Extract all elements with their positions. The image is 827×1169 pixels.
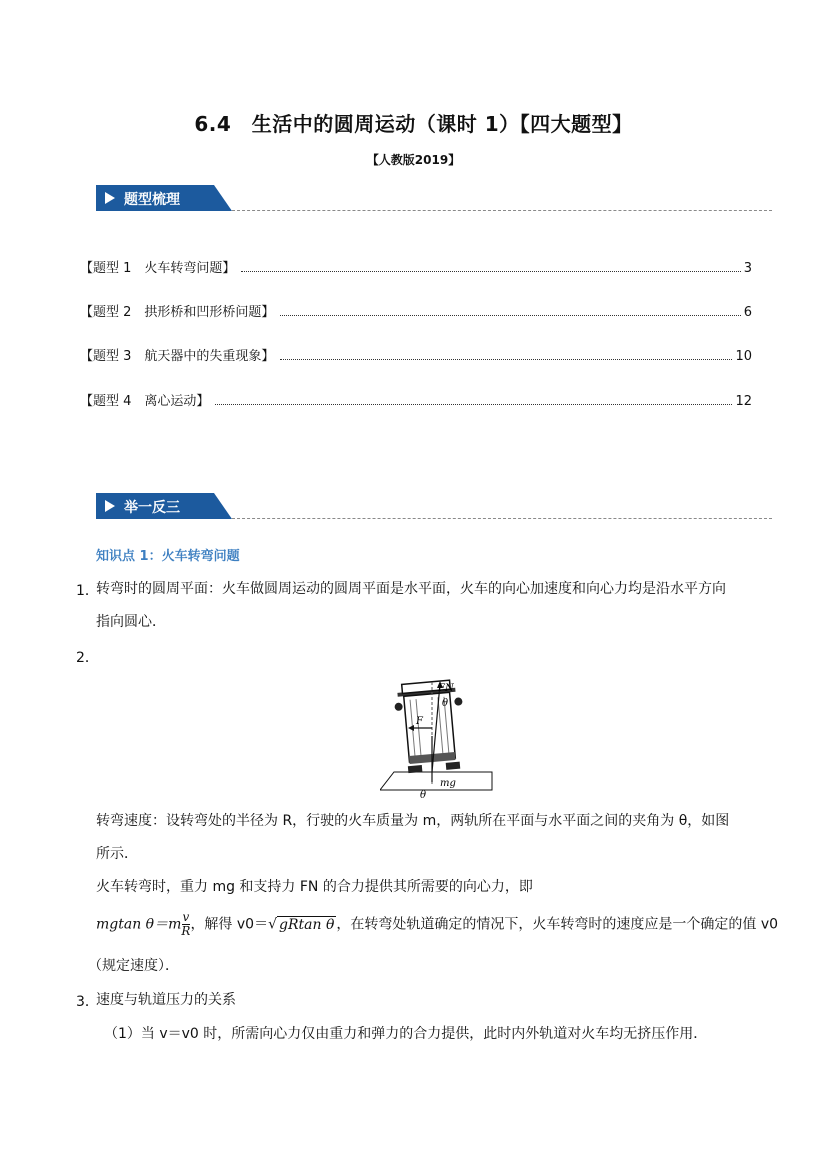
item-number: 2．: [76, 650, 99, 666]
section-title: 题型梳理: [124, 192, 180, 208]
item-number: 3．: [76, 994, 99, 1010]
section-title: 举一反三: [124, 500, 180, 516]
play-icon: [105, 192, 115, 204]
item-2-line: 火车转弯时，重力 mg 和支持力 FN 的合力提供其所需要的向心力，即: [96, 879, 533, 895]
section-banner-overview: [96, 185, 232, 211]
toc-page: 10: [735, 349, 752, 364]
force-label-mg: mg: [440, 778, 456, 789]
toc-page: 12: [735, 394, 752, 409]
formula-lhs: mgtan θ＝m: [96, 916, 182, 933]
train-diagram: [380, 676, 496, 804]
sqrt-sign: √: [268, 916, 278, 933]
angle-label-top: θ: [442, 698, 449, 709]
toc-entry[interactable]: [80, 301, 752, 320]
item-2-line: 转弯速度：设转弯处的半径为 R，行驶的火车质量为 m，两轨所在平面与水平面之间的夹角为 θ，如图: [96, 813, 730, 829]
formula-mid: ，解得 v0＝: [190, 916, 269, 933]
formula-rest: ，在转弯处轨道确定的情况下，火车转弯时的速度应是一个确定的值 v0: [336, 916, 779, 933]
section-divider: [232, 518, 772, 519]
toc-label: 【题型 2 拱形桥和凹形桥问题】: [80, 305, 275, 320]
item-1-line: 指向圆心．: [96, 614, 166, 630]
toc-leader: [280, 358, 732, 360]
item-1-line: 转弯时的圆周平面：火车做圆周运动的圆周平面是水平面，火车的向心加速度和向心力均是沿水平方向: [96, 581, 726, 597]
angle-label-bottom: θ: [420, 790, 427, 801]
force-label-fn: FN: [438, 683, 454, 694]
edition-label: 【人教版2019】: [366, 153, 461, 167]
item-2-line: （规定速度）．: [88, 958, 179, 974]
toc-page: 3: [743, 261, 752, 276]
toc-page: 6: [743, 305, 752, 320]
item-2-line: 所示．: [96, 846, 138, 862]
force-label-f: F: [416, 716, 423, 727]
toc-label: 【题型 3 航天器中的失重现象】: [80, 349, 275, 364]
toc-label: 【题型 1 火车转弯问题】: [80, 261, 236, 276]
fraction-numerator: v: [182, 910, 190, 924]
item-3-title: 速度与轨道压力的关系: [96, 992, 236, 1008]
formula-line: [96, 911, 778, 938]
knowledge-point-heading: 知识点 1：火车转弯问题: [96, 549, 240, 564]
toc-entry[interactable]: [80, 257, 752, 276]
section-divider: [232, 210, 772, 211]
toc-entry[interactable]: [80, 345, 752, 364]
page-title: 6.4 生活中的圆周运动（课时 1）【四大题型】: [194, 112, 633, 136]
item-number: 1．: [76, 583, 99, 599]
fraction-denominator: R: [181, 924, 191, 938]
toc-leader: [280, 314, 740, 316]
toc-label: 【题型 4 离心运动】: [80, 394, 210, 409]
section-banner-practice: [96, 493, 232, 519]
sqrt-body: gRtan θ: [279, 916, 335, 933]
toc-entry[interactable]: [80, 390, 752, 409]
item-3-sub: （1）当 v＝v0 时，所需向心力仅由重力和弹力的合力提供，此时内外轨道对火车均无挤压作用．: [104, 1026, 708, 1042]
toc-leader: [215, 403, 732, 405]
play-icon: [105, 500, 115, 512]
toc-leader: [241, 270, 740, 272]
